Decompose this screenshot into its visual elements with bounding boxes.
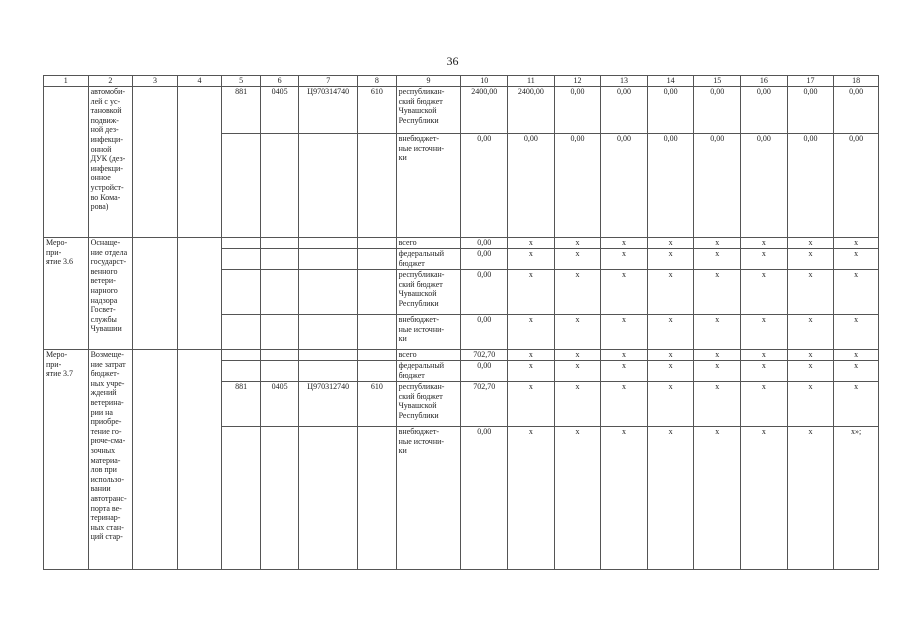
value-cell: x	[601, 315, 648, 350]
header-cell: 3	[133, 76, 178, 87]
block2-description: Оснаще- ние отдела государст- венного ветери- нарного надзора Госвет- службы Чувашии	[88, 238, 133, 350]
block2-activity-label: Меро- при- ятие 3.6	[44, 238, 89, 350]
value-cell: x	[601, 238, 648, 249]
header-cell: 14	[647, 76, 694, 87]
block1-csr: Ц970314740	[299, 87, 358, 134]
source-label: всего	[396, 350, 461, 361]
value-cell: x	[834, 361, 879, 382]
empty-cell	[222, 270, 261, 315]
block2-col3	[133, 238, 178, 350]
value-cell: x	[834, 382, 879, 427]
value-cell: 0,00	[834, 87, 879, 134]
value-cell: x	[508, 361, 555, 382]
empty-cell	[299, 427, 358, 570]
header-cell: 4	[177, 76, 222, 87]
value-cell: 0,00	[741, 87, 788, 134]
empty-cell	[222, 315, 261, 350]
value-cell: x	[741, 361, 788, 382]
value-cell: 0,00	[554, 87, 601, 134]
value-cell: 0,00	[461, 361, 508, 382]
value-cell: x	[601, 427, 648, 570]
header-cell: 17	[787, 76, 834, 87]
value-cell: x	[741, 315, 788, 350]
page-number: 36	[446, 54, 459, 68]
value-cell: x	[554, 249, 601, 270]
header-cell: 10	[461, 76, 508, 87]
value-cell: 702,70	[461, 350, 508, 361]
header-cell: 11	[508, 76, 555, 87]
empty-cell	[260, 249, 299, 270]
header-cell: 18	[834, 76, 879, 87]
value-cell: x	[694, 427, 741, 570]
value-cell: 0,00	[461, 427, 508, 570]
value-cell: x	[741, 249, 788, 270]
value-cell: x	[508, 427, 555, 570]
value-cell: x	[601, 270, 648, 315]
value-cell: 0,00	[554, 134, 601, 238]
block3-col3	[133, 350, 178, 570]
block3-activity-label: Меро- при- ятие 3.7	[44, 350, 89, 570]
value-cell: 0,00	[694, 87, 741, 134]
block3-vr: 610	[358, 382, 397, 427]
header-cell: 1	[44, 76, 89, 87]
header-cell: 5	[222, 76, 261, 87]
value-cell: x	[787, 361, 834, 382]
value-cell: x	[694, 350, 741, 361]
value-cell: x	[601, 361, 648, 382]
header-cell: 16	[741, 76, 788, 87]
empty-cell	[358, 249, 397, 270]
empty-cell	[358, 315, 397, 350]
value-cell: x	[647, 315, 694, 350]
block1-rz-empty	[260, 134, 299, 238]
value-cell: x	[787, 350, 834, 361]
empty-cell	[299, 315, 358, 350]
value-cell: x	[554, 315, 601, 350]
value-cell: 0,00	[601, 134, 648, 238]
block1-vr-empty	[358, 134, 397, 238]
value-cell: x	[787, 238, 834, 249]
value-cell: x	[554, 427, 601, 570]
value-cell: 0,00	[461, 315, 508, 350]
value-cell: x»;	[834, 427, 879, 570]
value-cell: 0,00	[834, 134, 879, 238]
source-label: федеральный бюджет	[396, 249, 461, 270]
empty-cell	[222, 361, 261, 382]
value-cell: 0,00	[601, 87, 648, 134]
value-cell: x	[741, 382, 788, 427]
header-cell: 6	[260, 76, 299, 87]
value-cell: 0,00	[461, 270, 508, 315]
block1-description: автомоби- лей с ус- тановкой подвиж- ной дез- инфекци- онной ДУК (дез- инфекци- онное устройст- во Кома- рова)	[88, 87, 133, 238]
value-cell: 0,00	[787, 87, 834, 134]
block1-rz: 0405	[260, 87, 299, 134]
source-label: всего	[396, 238, 461, 249]
value-cell: x	[741, 350, 788, 361]
value-cell: x	[694, 238, 741, 249]
value-cell: x	[787, 427, 834, 570]
value-cell: 0,00	[694, 134, 741, 238]
block3-col4	[177, 350, 222, 570]
empty-cell	[299, 249, 358, 270]
empty-cell	[260, 361, 299, 382]
source-label: республикан- ский бюджет Чувашской Республики	[396, 382, 461, 427]
value-cell: x	[834, 350, 879, 361]
value-cell: 0,00	[461, 134, 508, 238]
header-cell: 13	[601, 76, 648, 87]
value-cell: 2400,00	[461, 87, 508, 134]
value-cell: 0,00	[647, 134, 694, 238]
empty-cell	[260, 270, 299, 315]
empty-cell	[260, 238, 299, 249]
value-cell: x	[834, 315, 879, 350]
block3-rz: 0405	[260, 382, 299, 427]
empty-cell	[358, 238, 397, 249]
value-cell: x	[694, 361, 741, 382]
block2-col4	[177, 238, 222, 350]
table-row	[44, 238, 879, 249]
budget-table	[43, 75, 879, 570]
source-label: внебюджет- ные источни- ки	[396, 134, 461, 238]
value-cell: x	[554, 270, 601, 315]
header-row	[44, 76, 879, 87]
empty-cell	[299, 270, 358, 315]
value-cell: 0,00	[461, 238, 508, 249]
value-cell: x	[508, 350, 555, 361]
empty-cell	[260, 350, 299, 361]
empty-cell	[299, 361, 358, 382]
value-cell: x	[647, 238, 694, 249]
value-cell: x	[741, 427, 788, 570]
value-cell: 0,00	[508, 134, 555, 238]
empty-cell	[260, 427, 299, 570]
source-label: внебюджет- ные источни- ки	[396, 427, 461, 570]
value-cell: x	[694, 382, 741, 427]
table-row	[44, 87, 879, 134]
value-cell: x	[647, 382, 694, 427]
value-cell: x	[601, 382, 648, 427]
value-cell: x	[647, 427, 694, 570]
value-cell: x	[554, 350, 601, 361]
value-cell: 2400,00	[508, 87, 555, 134]
empty-cell	[358, 361, 397, 382]
value-cell: x	[647, 350, 694, 361]
empty-cell	[299, 350, 358, 361]
empty-cell	[358, 270, 397, 315]
empty-cell	[222, 350, 261, 361]
empty-cell	[222, 238, 261, 249]
value-cell: x	[741, 270, 788, 315]
value-cell: x	[834, 238, 879, 249]
value-cell: x	[834, 270, 879, 315]
value-cell: x	[787, 249, 834, 270]
header-cell: 7	[299, 76, 358, 87]
block3-gr: 881	[222, 382, 261, 427]
source-label: федеральный бюджет	[396, 361, 461, 382]
block1-csr-empty	[299, 134, 358, 238]
value-cell: x	[508, 270, 555, 315]
value-cell: x	[694, 315, 741, 350]
block3-description: Возмеще- ние затрат бюджет- ных учре- ждений ветерина- рии на приобре- тение го- рюче-сма- зочных материа- лов при использо- вании автотранс- порта ве- теринар- ных стан- ций стар-	[88, 350, 133, 570]
value-cell: x	[508, 249, 555, 270]
value-cell: x	[741, 238, 788, 249]
empty-cell	[222, 249, 261, 270]
empty-cell	[222, 427, 261, 570]
header-cell: 12	[554, 76, 601, 87]
value-cell: x	[834, 249, 879, 270]
block1-gr: 881	[222, 87, 261, 134]
value-cell: 0,00	[787, 134, 834, 238]
source-label: республикан- ский бюджет Чувашской Республики	[396, 270, 461, 315]
empty-cell	[358, 350, 397, 361]
value-cell: 0,00	[647, 87, 694, 134]
header-cell: 2	[88, 76, 133, 87]
source-label: внебюджет- ные источни- ки	[396, 315, 461, 350]
value-cell: x	[787, 382, 834, 427]
empty-cell	[358, 427, 397, 570]
value-cell: 0,00	[741, 134, 788, 238]
block1-gr-empty	[222, 134, 261, 238]
value-cell: x	[554, 382, 601, 427]
value-cell: x	[787, 315, 834, 350]
block1-col3	[133, 87, 178, 238]
value-cell: x	[647, 249, 694, 270]
value-cell: x	[694, 249, 741, 270]
value-cell: x	[554, 361, 601, 382]
value-cell: 0,00	[461, 249, 508, 270]
value-cell: x	[647, 270, 694, 315]
block1-col4	[177, 87, 222, 238]
value-cell: x	[601, 350, 648, 361]
value-cell: x	[508, 238, 555, 249]
empty-cell	[260, 315, 299, 350]
block3-csr: Ц970312740	[299, 382, 358, 427]
value-cell: x	[647, 361, 694, 382]
source-label: республикан- ский бюджет Чувашской Республики	[396, 87, 461, 134]
value-cell: x	[508, 315, 555, 350]
block1-col1	[44, 87, 89, 238]
value-cell: x	[694, 270, 741, 315]
value-cell: x	[787, 270, 834, 315]
value-cell: 702,70	[461, 382, 508, 427]
block1-vr: 610	[358, 87, 397, 134]
header-cell: 8	[358, 76, 397, 87]
table-row	[44, 350, 879, 361]
value-cell: x	[508, 382, 555, 427]
value-cell: x	[554, 238, 601, 249]
header-cell: 15	[694, 76, 741, 87]
header-cell: 9	[396, 76, 461, 87]
empty-cell	[299, 238, 358, 249]
value-cell: x	[601, 249, 648, 270]
